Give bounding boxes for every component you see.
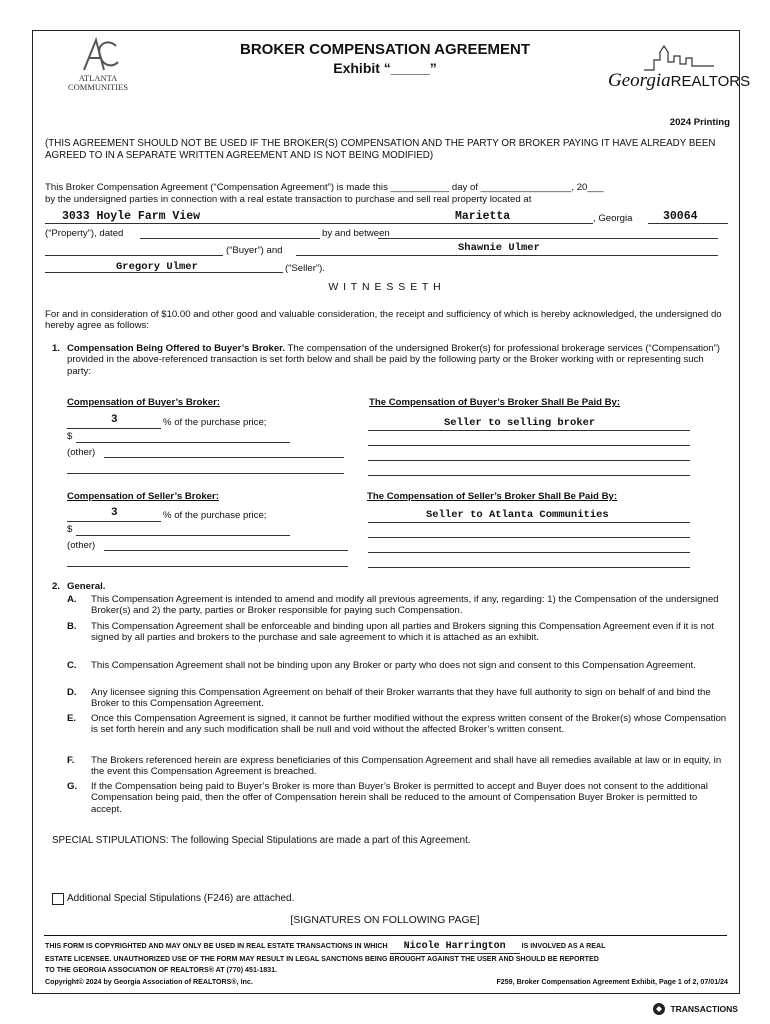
seller-paid-by-value: Seller to Atlanta Communities bbox=[426, 509, 609, 521]
document-frame bbox=[32, 30, 740, 994]
property-address: 3033 Hoyle Farm View bbox=[62, 210, 201, 223]
buyer-other-label: (other) bbox=[67, 447, 96, 458]
buyer-paid-line-1 bbox=[368, 430, 690, 431]
buyer-name: Shawnie Ulmer bbox=[458, 242, 540, 254]
atlanta-communities-logo bbox=[58, 36, 138, 100]
item-key: F. bbox=[67, 755, 75, 766]
footer-rule bbox=[44, 935, 727, 936]
transactions-label: TRANSACTIONS bbox=[670, 1003, 738, 1014]
buyer-dollar-label: $ bbox=[67, 431, 73, 442]
item-text: This Compensation Agreement shall not be binding upon any Broker or party who does not sign and consent to this Compensation Agreement. bbox=[91, 660, 696, 671]
special-stipulations: SPECIAL STIPULATIONS: The following Special Stipulations are made a part of this Agreement. bbox=[52, 835, 471, 846]
section-1-body bbox=[67, 343, 729, 377]
skyline-icon bbox=[644, 42, 714, 72]
item-key: C. bbox=[67, 660, 77, 671]
item-text: This Compensation Agreement is intended to amend and modify all previous agreements, if any, regarding: 1) the Compensation of the undersigned Broker(s) and 2) the party, parties or Broker responsible for paying such Compensation. bbox=[91, 594, 719, 617]
item-key: G. bbox=[67, 781, 78, 792]
buyer-paid-line-3 bbox=[368, 460, 690, 461]
georgia-realtors-logo bbox=[606, 42, 751, 102]
item-text: If the Compensation being paid to Buyer’s Broker is more than Buyer’s Broker is permitted to accept and Buyer does not consent to the additional Compensation being paid, then the offer of Compensation herein shall be reduced to the amount of Compensation Buyer Broker is permitted to accept. bbox=[91, 781, 708, 815]
item-text: Once this Compensation Agreement is signed, it cannot be further modified without the express written consent of the Broker(s) whose Compensation is set forth herein and any such modification shall be null and void without the affected Broker’s written consent. bbox=[91, 713, 727, 736]
section-1-text: The compensation of the undersigned Broker(s) for professional brokerage services (“Compensation”) provided in the above-referenced transaction is set forth below and shall be paid by the following party or the Broker working with or representing such party: bbox=[67, 343, 721, 377]
buyer-line-2 bbox=[296, 255, 718, 256]
buyer-paid-title: The Compensation of Buyer’s Broker Shall Be Paid By: bbox=[369, 397, 621, 408]
date-line bbox=[140, 238, 320, 239]
item-text: Any licensee signing this Compensation Agreement on behalf of their Broker warrants that they have full authority to sign on behalf of and bind the Broker to this Compensation Agreement. bbox=[91, 687, 711, 710]
transactions-logo-icon bbox=[652, 1002, 666, 1016]
seller-paid-line-4 bbox=[368, 567, 690, 568]
buyer-paid-line-4 bbox=[368, 475, 690, 476]
signatures-note: [SIGNATURES ON FOLLOWING PAGE] bbox=[290, 914, 480, 926]
logo-realtors-word: REALTORS bbox=[670, 73, 751, 90]
seller-pct-line bbox=[67, 521, 161, 522]
form-title: BROKER COMPENSATION AGREEMENT bbox=[239, 41, 530, 58]
seller-paid-line-3 bbox=[368, 552, 690, 553]
section-2-number: 2. bbox=[52, 581, 61, 592]
seller-other-label: (other) bbox=[67, 540, 96, 551]
additional-stipulations-checkbox[interactable] bbox=[52, 893, 64, 905]
item-text: This Compensation Agreement shall be enforceable and binding upon all parties and Brokers signing this Compensation Agreement even if it is not signed by all parties and brokers to the purchase and sale agreement to which it is attached as an exhibit. bbox=[91, 621, 714, 644]
seller-other-line-2 bbox=[67, 566, 348, 567]
logo-line-2: COMMUNITIES bbox=[68, 82, 128, 92]
additional-stipulations-label: Additional Special Stipulations (F246) are attached. bbox=[67, 893, 295, 904]
seller-comp-title: Compensation of Seller’s Broker: bbox=[67, 491, 219, 502]
footer-line-2: ESTATE LICENSEE. UNAUTHORIZED USE OF THE FORM MAY RESULT IN LEGAL SANCTIONS BEING BROUGHT AGAINST THE USER AND SHOULD BE REPORTED bbox=[45, 954, 599, 963]
logo-georgia-script: Georgia bbox=[608, 70, 671, 91]
form-identifier: F259, Broker Compensation Agreement Exhibit, Page 1 of 2, 07/01/24 bbox=[496, 977, 728, 986]
georgia-label: , Georgia bbox=[593, 213, 633, 224]
item-key: A. bbox=[67, 594, 77, 605]
general-item-b bbox=[67, 621, 727, 644]
footer-copyright: Copyright© 2024 by Georgia Association of REALTORS®, Inc. bbox=[45, 977, 253, 986]
footer-line-1a: THIS FORM IS COPYRIGHTED AND MAY ONLY BE USED IN REAL ESTATE TRANSACTIONS IN WHICH bbox=[45, 942, 388, 950]
buyer-paid-line-2 bbox=[368, 445, 690, 446]
seller-dollar-line bbox=[76, 535, 290, 536]
section-1-heading: Compensation Being Offered to Buyer’s Broker. bbox=[67, 343, 286, 354]
logo-line-1: ATLANTA bbox=[78, 73, 118, 83]
footer-block bbox=[45, 941, 728, 988]
printing-year: 2024 Printing bbox=[669, 117, 730, 128]
by-and-between-label: by and between bbox=[322, 228, 390, 239]
buyer-label: (“Buyer”) and bbox=[226, 245, 283, 256]
item-text: The Brokers referenced herein are express beneficiaries of this Compensation Agreement and shall have all remedies available at law or in equity, in the event this Compensation Agreement is breached. bbox=[91, 755, 722, 778]
buyer-line-1 bbox=[45, 255, 223, 256]
seller-dollar-label: $ bbox=[67, 524, 73, 535]
buyer-pct-label: % of the purchase price; bbox=[163, 417, 267, 428]
item-key: E. bbox=[67, 713, 77, 724]
seller-paid-line-1 bbox=[368, 522, 690, 523]
footer-line-3: TO THE GEORGIA ASSOCIATION OF REALTORS® AT (770) 451-1831. bbox=[45, 966, 278, 974]
section-2-heading: General. bbox=[67, 581, 106, 592]
general-item-e bbox=[67, 713, 727, 736]
zip-line bbox=[648, 223, 728, 224]
general-item-c bbox=[67, 660, 727, 671]
transactions-brand bbox=[652, 1000, 738, 1018]
consideration-text: For and in consideration of $10.00 and other good and valuable consideration, the receipt and sufficiency of which is hereby acknowledged, the undersigned do hereby agree as follows: bbox=[45, 309, 722, 332]
intro-line-1: This Broker Compensation Agreement (“Compensation Agreement”) is made this ___________ day of _________________, 20___ bbox=[45, 182, 604, 193]
buyer-pct-value: 3 bbox=[111, 414, 118, 426]
buyer-pct-line bbox=[67, 428, 161, 429]
buyer-other-line bbox=[104, 457, 344, 458]
property-dated-label: (“Property”), dated bbox=[45, 228, 124, 239]
buyer-other-line-2 bbox=[67, 473, 344, 474]
general-item-d bbox=[67, 687, 727, 710]
property-zip: 30064 bbox=[663, 210, 698, 223]
exhibit-label: Exhibit “_____” bbox=[333, 60, 437, 76]
general-item-g bbox=[67, 781, 727, 815]
intro-line-2: by the undersigned parties in connection with a real estate transaction to purchase and sell real property located at bbox=[45, 194, 532, 205]
item-key: B. bbox=[67, 621, 77, 632]
witnesseth-heading: W I T N E S S E T H bbox=[328, 281, 442, 293]
licensee-name: Nicole Harrington bbox=[390, 941, 520, 954]
seller-label: (“Seller”). bbox=[285, 263, 325, 274]
ac-monogram-icon bbox=[74, 36, 122, 74]
seller-paid-title: The Compensation of Seller’s Broker Shall Be Paid By: bbox=[367, 491, 618, 502]
seller-other-line bbox=[104, 550, 348, 551]
seller-pct-label: % of the purchase price; bbox=[163, 510, 267, 521]
seller-name: Gregory Ulmer bbox=[116, 261, 198, 273]
address-line bbox=[45, 223, 593, 224]
property-city: Marietta bbox=[455, 210, 511, 223]
seller-paid-line-2 bbox=[368, 537, 690, 538]
general-item-a bbox=[67, 594, 727, 617]
buyer-dollar-line bbox=[76, 442, 290, 443]
seller-pct-value: 3 bbox=[111, 507, 118, 519]
footer-line-1b: IS INVOLVED AS A REAL bbox=[521, 942, 606, 950]
general-item-f bbox=[67, 755, 727, 778]
party-line bbox=[378, 238, 718, 239]
buyer-comp-title: Compensation of Buyer’s Broker: bbox=[67, 397, 220, 408]
buyer-paid-by-value: Seller to selling broker bbox=[444, 417, 596, 429]
notice-text: (THIS AGREEMENT SHOULD NOT BE USED IF THE BROKER(S) COMPENSATION AND THE PARTY OR BROKER PAYING IT HAVE ALREADY BEEN AGREED TO IN A SEPARATE WRITTEN AGREEMENT AND IS NOT BEING MODIFIED) bbox=[45, 138, 716, 161]
section-1-number: 1. bbox=[52, 343, 61, 354]
item-key: D. bbox=[67, 687, 77, 698]
